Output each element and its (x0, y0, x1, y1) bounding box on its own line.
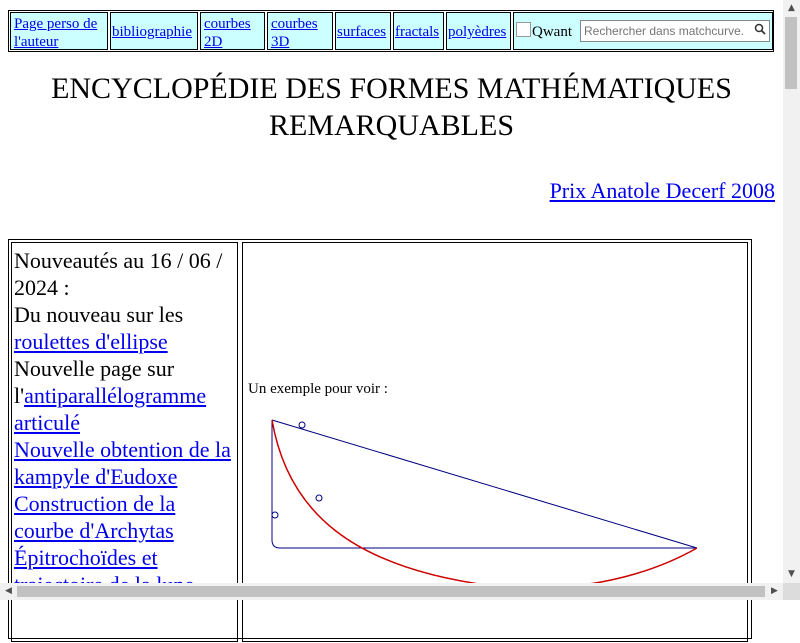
control-point[interactable] (272, 512, 278, 518)
scrollbar-corner (783, 583, 800, 600)
news-item-kampyle (14, 436, 237, 490)
nav-link-author-page[interactable]: Page perso de l'auteur (14, 16, 98, 50)
nav-cell-author (10, 12, 108, 50)
search-cell (513, 12, 773, 50)
page-title: ENCYCLOPÉDIE DES FORMES MATHÉMATIQUES REMARQUABLES (51, 72, 732, 142)
example-animation (243, 403, 749, 643)
search-box (580, 20, 770, 42)
magnifier-icon (754, 23, 766, 35)
nav-link-curves-3d[interactable]: courbes 3D (271, 16, 318, 50)
nav-cell-fractals (393, 12, 444, 50)
nav-link-bibliography[interactable]: bibliographie (112, 24, 192, 40)
link-antiparallelogram[interactable]: antiparallélogramme articulé (14, 383, 207, 435)
nav-cell-polyhedra (446, 12, 511, 50)
news-item-antiparallelogram: Nouvelle page sur l'antiparallélogramme articulé (14, 356, 207, 435)
qwant-logo[interactable]: Qwant (516, 22, 572, 41)
main-table (8, 239, 752, 639)
nav-cell-bibliography (110, 12, 198, 50)
link-ellipse-roulettes[interactable]: roulettes d'ellipse (14, 329, 168, 354)
control-point[interactable] (299, 422, 305, 428)
nav-link-polyhedra[interactable]: polyèdres (448, 24, 507, 40)
hypotenuse-line (272, 420, 697, 548)
nav-cell-curves-2d (200, 12, 265, 50)
red-curve (272, 420, 697, 588)
control-point[interactable] (316, 495, 322, 501)
prize-link[interactable]: Prix Anatole Decerf 2008 (549, 178, 775, 203)
news-cell (11, 242, 238, 642)
nav-link-fractals[interactable]: fractals (395, 24, 440, 40)
horizontal-scroll-thumb[interactable] (17, 586, 765, 597)
nav-bar (8, 10, 774, 52)
vertical-scroll-thumb[interactable] (785, 17, 797, 89)
scroll-down-icon[interactable]: ▼ (788, 569, 795, 579)
nav-link-surfaces[interactable]: surfaces (337, 24, 387, 40)
example-cell (242, 242, 748, 642)
scroll-up-icon[interactable]: ▲ (788, 3, 795, 13)
news-item-ellipse-roulettes: Du nouveau sur les roulettes d'ellipse (14, 302, 184, 354)
broken-image-icon (516, 22, 531, 37)
link-kampyle-eudoxus[interactable]: Nouvelle obtention de la kampyle d'Eudoxe (14, 437, 231, 489)
vertical-scrollbar[interactable] (783, 0, 800, 583)
example-label: Un exemple pour voir : (248, 381, 388, 397)
news-item-archytas (14, 490, 237, 544)
nav-cell-curves-3d (267, 12, 333, 50)
nav-cell-surfaces (335, 12, 391, 50)
link-epitrochoids-moon[interactable]: Épitrochoïdes et (14, 545, 158, 570)
news-heading: Nouveautés au 16 / 06 / 2024 : (14, 248, 223, 300)
search-input[interactable] (581, 21, 754, 41)
horizontal-scrollbar[interactable] (0, 583, 783, 600)
nav-link-curves-2d[interactable]: courbes 2D (204, 16, 251, 50)
link-archytas-curve[interactable]: Construction de la courbe d'Archytas (14, 491, 176, 543)
scroll-left-icon[interactable]: ◀ (5, 586, 12, 596)
search-button[interactable] (751, 22, 768, 40)
scroll-right-icon[interactable]: ▶ (771, 586, 778, 596)
